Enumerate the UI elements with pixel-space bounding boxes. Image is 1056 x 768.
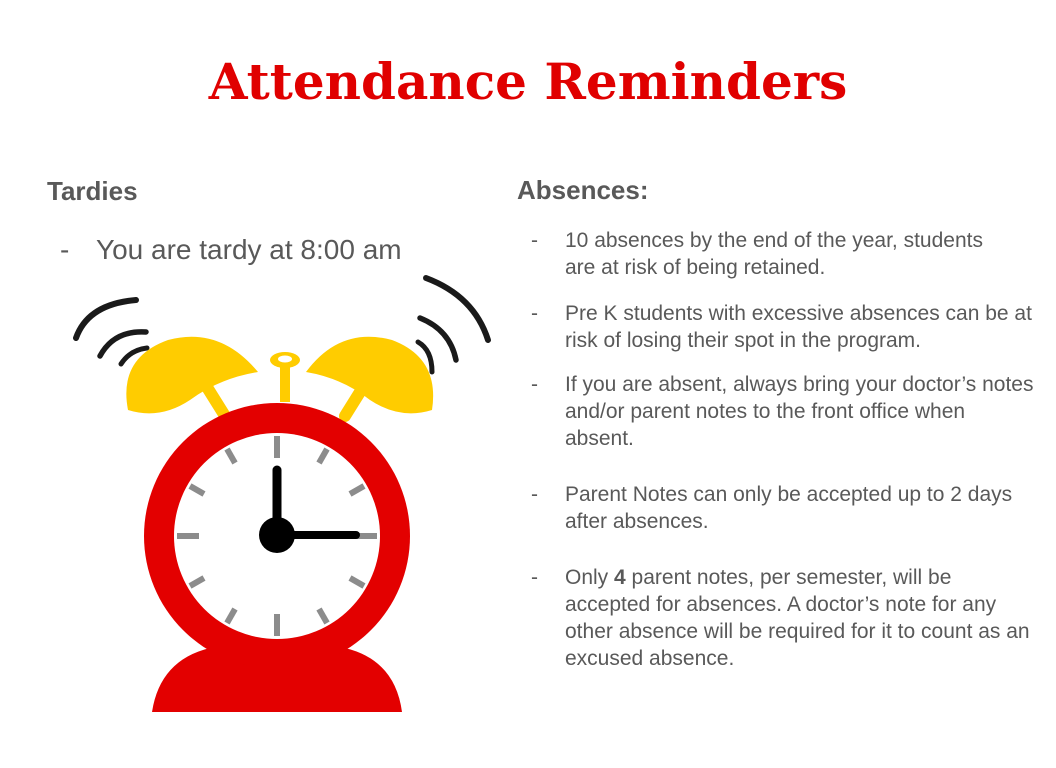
absence-item-text: Parent Notes can only be accepted up to 2 days after absences. [565,483,1013,533]
tardies-heading: Tardies [47,176,138,206]
absence-item [531,564,1035,672]
bullet-dash: - [60,234,70,265]
absences-heading: Absences: [517,175,649,205]
bell-right-icon [306,337,433,414]
ring-lines-left-icon [76,300,147,364]
absence-item-text: Only 4 parent notes, per semester, will be accepted for absences. A doctor’s note for any other absence will be required for it to count as an excused absence. [565,566,1030,670]
alarm-clock-icon [66,270,496,720]
bold-number: 4 [614,566,626,589]
absences-list [531,227,1034,672]
bullet-dash: - [531,373,538,396]
tardies-item-text: You are tardy at 8:00 am [96,234,402,265]
bullet-dash: - [531,229,538,252]
absence-item-text: 10 absences by the end of the year, students are at risk of being retained. [565,229,983,279]
ring-lines-right-icon [418,278,488,372]
bullet-dash: - [531,566,538,589]
absence-item-text: If you are absent, always bring your doctor’s notes and/or parent notes to the front office when absent. [565,373,1034,450]
absence-item [531,300,1035,354]
absence-item [531,371,1035,452]
page-title: Attendance Reminders [208,52,848,111]
bullet-dash: - [531,302,538,325]
tardies-item [60,234,402,266]
absence-item-text: Pre K students with excessive absences can be at risk of losing their spot in the program. [565,302,1032,352]
absence-item [531,481,1055,535]
bell-hammer-icon [270,352,300,402]
bullet-dash: - [531,483,538,506]
absence-item [531,227,985,281]
